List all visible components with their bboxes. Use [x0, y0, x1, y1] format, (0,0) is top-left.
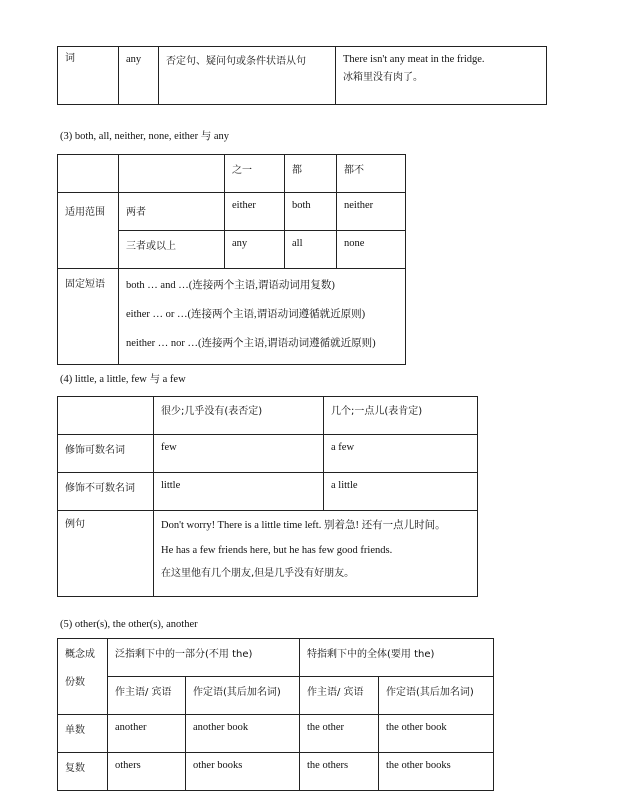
phrase-label-cell — [58, 269, 119, 365]
table-cell — [379, 715, 494, 753]
cell-text: others — [115, 760, 141, 771]
row-label-cell — [119, 193, 225, 231]
example-line: He has a few friends here, but he has few good friends. — [161, 545, 393, 557]
scope-label-cell — [58, 193, 119, 269]
header-text: 都 — [292, 165, 302, 176]
table-cell — [186, 753, 300, 791]
cell-text: few — [161, 442, 177, 453]
cell-text: little — [161, 480, 181, 491]
sub-header — [186, 677, 300, 715]
row-label: 修饰可数名词 — [65, 445, 125, 456]
cell-text: all — [292, 238, 303, 249]
cell-text: a few — [331, 442, 355, 453]
header-none — [337, 155, 406, 193]
cell-text: a little — [331, 480, 358, 491]
header-empty — [58, 397, 154, 435]
phrase-cell — [119, 269, 406, 365]
row-label-cell — [58, 753, 108, 791]
group-header-general — [108, 639, 300, 677]
table-cell — [108, 753, 186, 791]
example-en: There isn't any meat in the fridge. — [343, 54, 485, 65]
header-positive — [324, 397, 478, 435]
word-cell — [58, 47, 119, 105]
any-usage-table — [57, 46, 547, 105]
item-cell — [119, 47, 159, 105]
table-cell — [300, 715, 379, 753]
example-line: Don't worry! There is a little time left. 别着急! 还有一点儿时间。 — [161, 520, 446, 531]
sub-header-text: 作主语/ 宾语 — [307, 687, 364, 698]
row-label: 复数 — [65, 763, 85, 774]
row-label: 三者或以上 — [126, 241, 176, 252]
phrase-label: 固定短语 — [65, 279, 105, 290]
cell-text: another book — [193, 722, 249, 733]
table-cell — [225, 231, 285, 269]
example-cell — [336, 47, 547, 105]
little-few-table — [57, 396, 478, 597]
cell-text: neither — [344, 200, 374, 211]
example-line: 在这里他有几个朋友,但是几乎没有好朋友。 — [161, 568, 355, 580]
section4-caption: (4) little, a little, few 与 a few — [60, 374, 186, 385]
table-cell — [324, 473, 478, 511]
row-label: 单数 — [65, 725, 85, 736]
header-empty-1 — [58, 155, 119, 193]
usage-text: 否定句、疑问句或条件状语从句 — [166, 56, 306, 67]
usage-cell — [159, 47, 336, 105]
concept-label: 份数 — [65, 676, 85, 688]
phrase-line: both … and …(连接两个主语,谓语动词用复数) — [126, 280, 335, 291]
table-cell — [186, 715, 300, 753]
table-cell — [285, 231, 337, 269]
row-label-cell — [58, 715, 108, 753]
other-another-table — [57, 638, 494, 791]
table-cell — [225, 193, 285, 231]
sub-header — [108, 677, 186, 715]
header-all — [285, 155, 337, 193]
group-header-text: 泛指剩下中的一部分(不用 the) — [115, 649, 253, 660]
cell-text: any — [232, 238, 248, 249]
header-one-of — [225, 155, 285, 193]
table-cell — [154, 473, 324, 511]
cell-text: the other books — [386, 760, 451, 771]
cell-text: both — [292, 200, 311, 211]
item-any: any — [126, 54, 142, 65]
example-label: 例句 — [65, 519, 85, 530]
group-header-specific — [300, 639, 494, 677]
table-cell — [379, 753, 494, 791]
example-label-cell — [58, 511, 154, 597]
header-negative — [154, 397, 324, 435]
phrase-line: neither … nor …(连接两个主语,谓语动词遵循就近原则) — [126, 338, 376, 350]
table-cell — [285, 193, 337, 231]
cell-text: the other — [307, 722, 345, 733]
cell-text: the other book — [386, 722, 447, 733]
table-cell — [108, 715, 186, 753]
header-text: 几个;一点儿(表肯定) — [331, 406, 423, 417]
table-cell — [300, 753, 379, 791]
phrase-line: either … or …(连接两个主语,谓语动词遵循就近原则) — [126, 309, 366, 321]
header-empty-2 — [119, 155, 225, 193]
word-label: 词 — [65, 53, 75, 64]
cell-text: either — [232, 200, 256, 211]
group-header-text: 特指剩下中的全体(要用 the) — [307, 649, 435, 660]
header-text: 之一 — [232, 165, 252, 176]
scope-label: 适用范围 — [65, 207, 105, 218]
table-cell — [337, 231, 406, 269]
row-label-cell — [58, 473, 154, 511]
both-all-either-table — [57, 154, 406, 365]
concept-label-cell — [58, 639, 108, 715]
section5-caption: (5) other(s), the other(s), another — [60, 619, 198, 630]
sub-header — [300, 677, 379, 715]
row-label-cell — [119, 231, 225, 269]
row-label: 修饰不可数名词 — [65, 483, 135, 494]
sub-header — [379, 677, 494, 715]
sub-header-text: 作定语(其后加名词) — [386, 687, 474, 698]
row-label-cell — [58, 435, 154, 473]
sub-header-text: 作主语/ 宾语 — [115, 687, 172, 698]
section3-caption: (3) both, all, neither, none, either 与 any — [60, 131, 229, 142]
header-text: 都不 — [344, 165, 364, 176]
row-label: 两者 — [126, 207, 146, 218]
table-cell — [337, 193, 406, 231]
concept-label: 概念成 — [65, 649, 95, 660]
example-zh: 冰箱里没有肉了。 — [343, 72, 423, 84]
cell-text: the others — [307, 760, 349, 771]
cell-text: none — [344, 238, 365, 249]
sub-header-text: 作定语(其后加名词) — [193, 687, 281, 698]
cell-text: other books — [193, 760, 243, 771]
table-cell — [154, 435, 324, 473]
header-text: 很少;几乎没有(表否定) — [161, 406, 263, 417]
cell-text: another — [115, 722, 147, 733]
example-cell — [154, 511, 478, 597]
table-cell — [324, 435, 478, 473]
